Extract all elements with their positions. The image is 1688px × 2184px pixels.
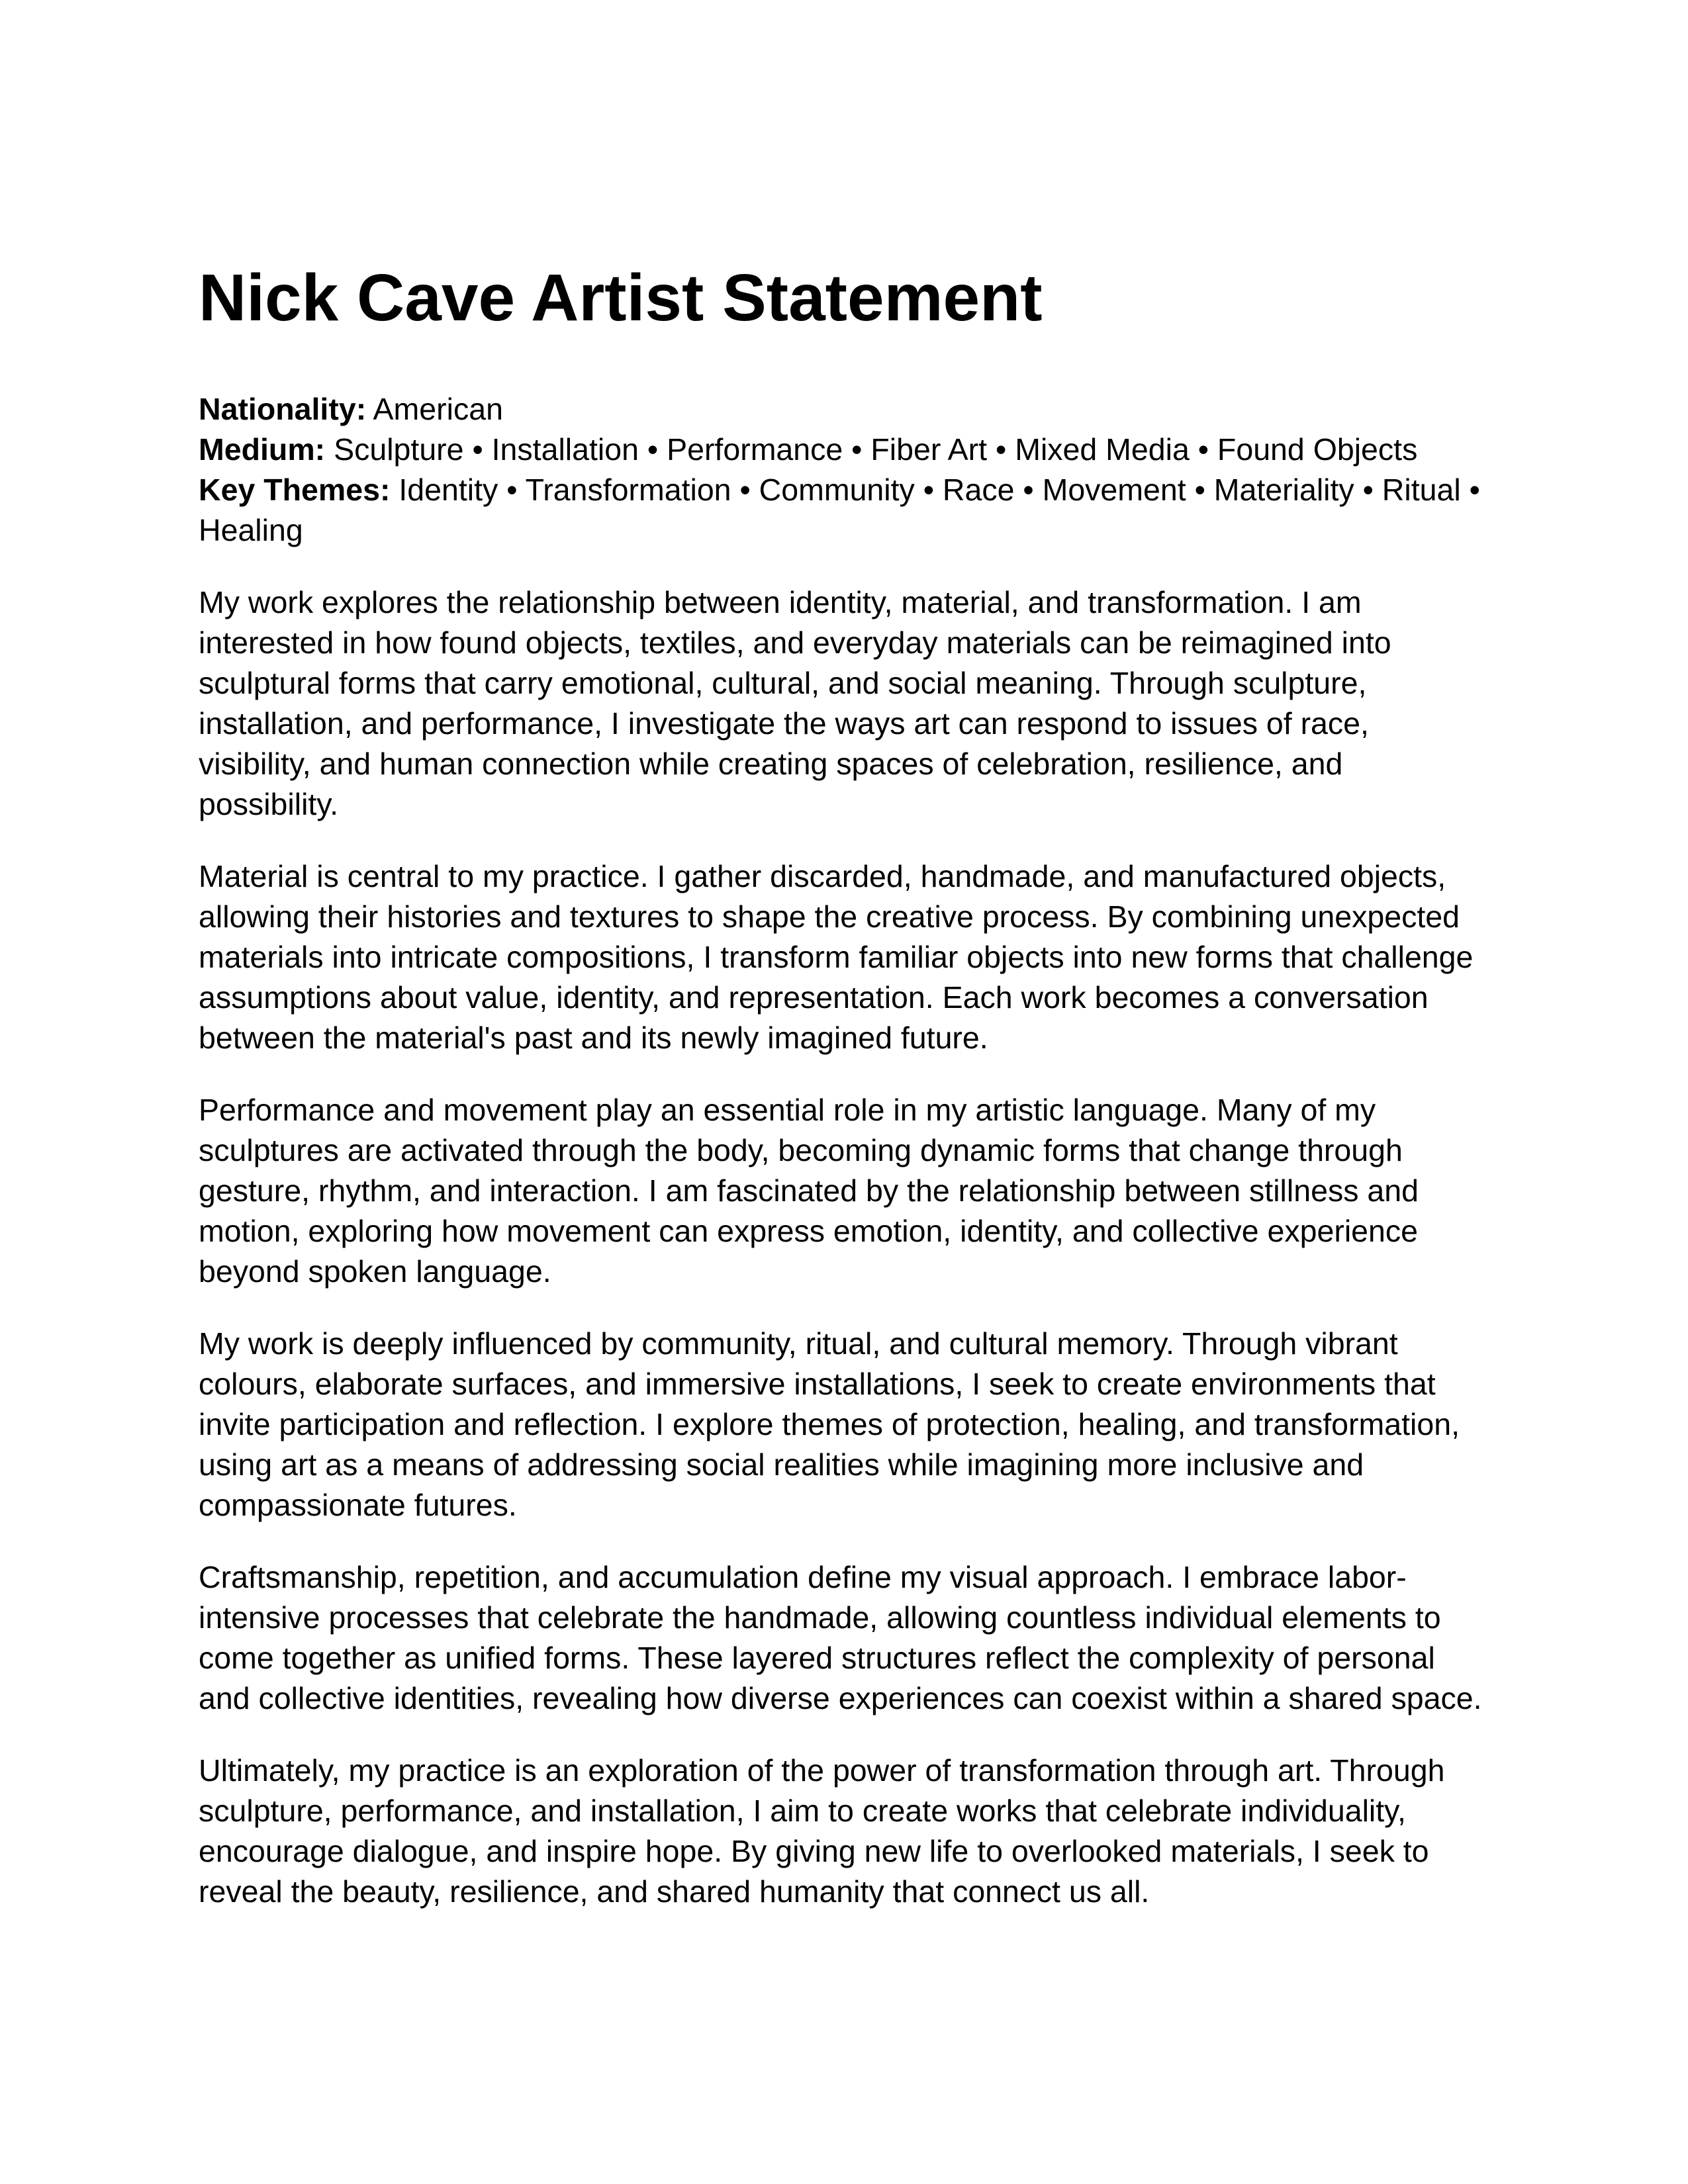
document-title: Nick Cave Artist Statement — [199, 261, 1043, 335]
paragraph-identity: My work explores the relationship between identity, material, and transformation. I am interested in how found objects, textiles, and everyday materials can be reimagined into sculptural forms that carry emotional, cultural, and social meaning. Through sculpture, installation, and performance, I investigate the ways art can respond to issues of race, visibility, and human connection while creating spaces of celebration, resilience, and possibility. — [199, 585, 1391, 821]
artist-metadata — [199, 389, 1489, 551]
nationality-label: Nationality: — [199, 392, 367, 426]
paragraph-conclusion: Ultimately, my practice is an exploration of the power of transformation through art. Through sculpture, performance, and installation, I aim to create works that celebrate individuality, encourage dialogue, and inspire hope. By giving new life to overlooked materials, I seek to reveal the beauty, resilience, and shared humanity that connect us all. — [199, 1753, 1445, 1909]
paragraph-material: Material is central to my practice. I gather discarded, handmade, and manufactured objects, allowing their histories and textures to shape the creative process. By combining unexpected materials into intricate compositions, I transform familiar objects into new forms that challenge assumptions about value, identity, and representation. Each work becomes a conversation between the material's past and its newly imagined future. — [199, 859, 1474, 1055]
key-themes-value: Identity • Transformation • Community • Race • Movement • Materiality • Ritual • Healing — [199, 473, 1480, 547]
document-page — [199, 258, 1489, 1944]
nationality-value: American — [373, 392, 503, 426]
key-themes-label: Key Themes: — [199, 473, 391, 507]
paragraph-community: My work is deeply influenced by community, ritual, and cultural memory. Through vibrant colours, elaborate surfaces, and immersive installations, I seek to create environments that invite participation and reflection. I explore themes of protection, healing, and transformation, using art as a means of addressing social realities while imagining more inclusive and compassionate futures. — [199, 1326, 1460, 1522]
nationality-line — [199, 389, 1489, 430]
key-themes-line — [199, 470, 1489, 551]
paragraph-performance: Performance and movement play an essential role in my artistic language. Many of my sculptures are activated through the body, becoming dynamic forms that change through gesture, rhythm, and interaction. I am fascinated by the relationship between stillness and motion, exploring how movement can express emotion, identity, and collective experience beyond spoken language. — [199, 1093, 1419, 1289]
paragraph-craftsmanship: Craftsmanship, repetition, and accumulation define my visual approach. I embrace labor-intensive processes that celebrate the handmade, allowing countless individual elements to come together as unified forms. These layered structures reflect the complexity of personal and collective identities, revealing how diverse experiences can coexist within a shared space. — [199, 1560, 1482, 1715]
medium-line — [199, 430, 1489, 470]
medium-value: Sculpture • Installation • Performance • Fiber Art • Mixed Media • Found Objects — [334, 432, 1418, 467]
medium-label: Medium: — [199, 432, 326, 467]
